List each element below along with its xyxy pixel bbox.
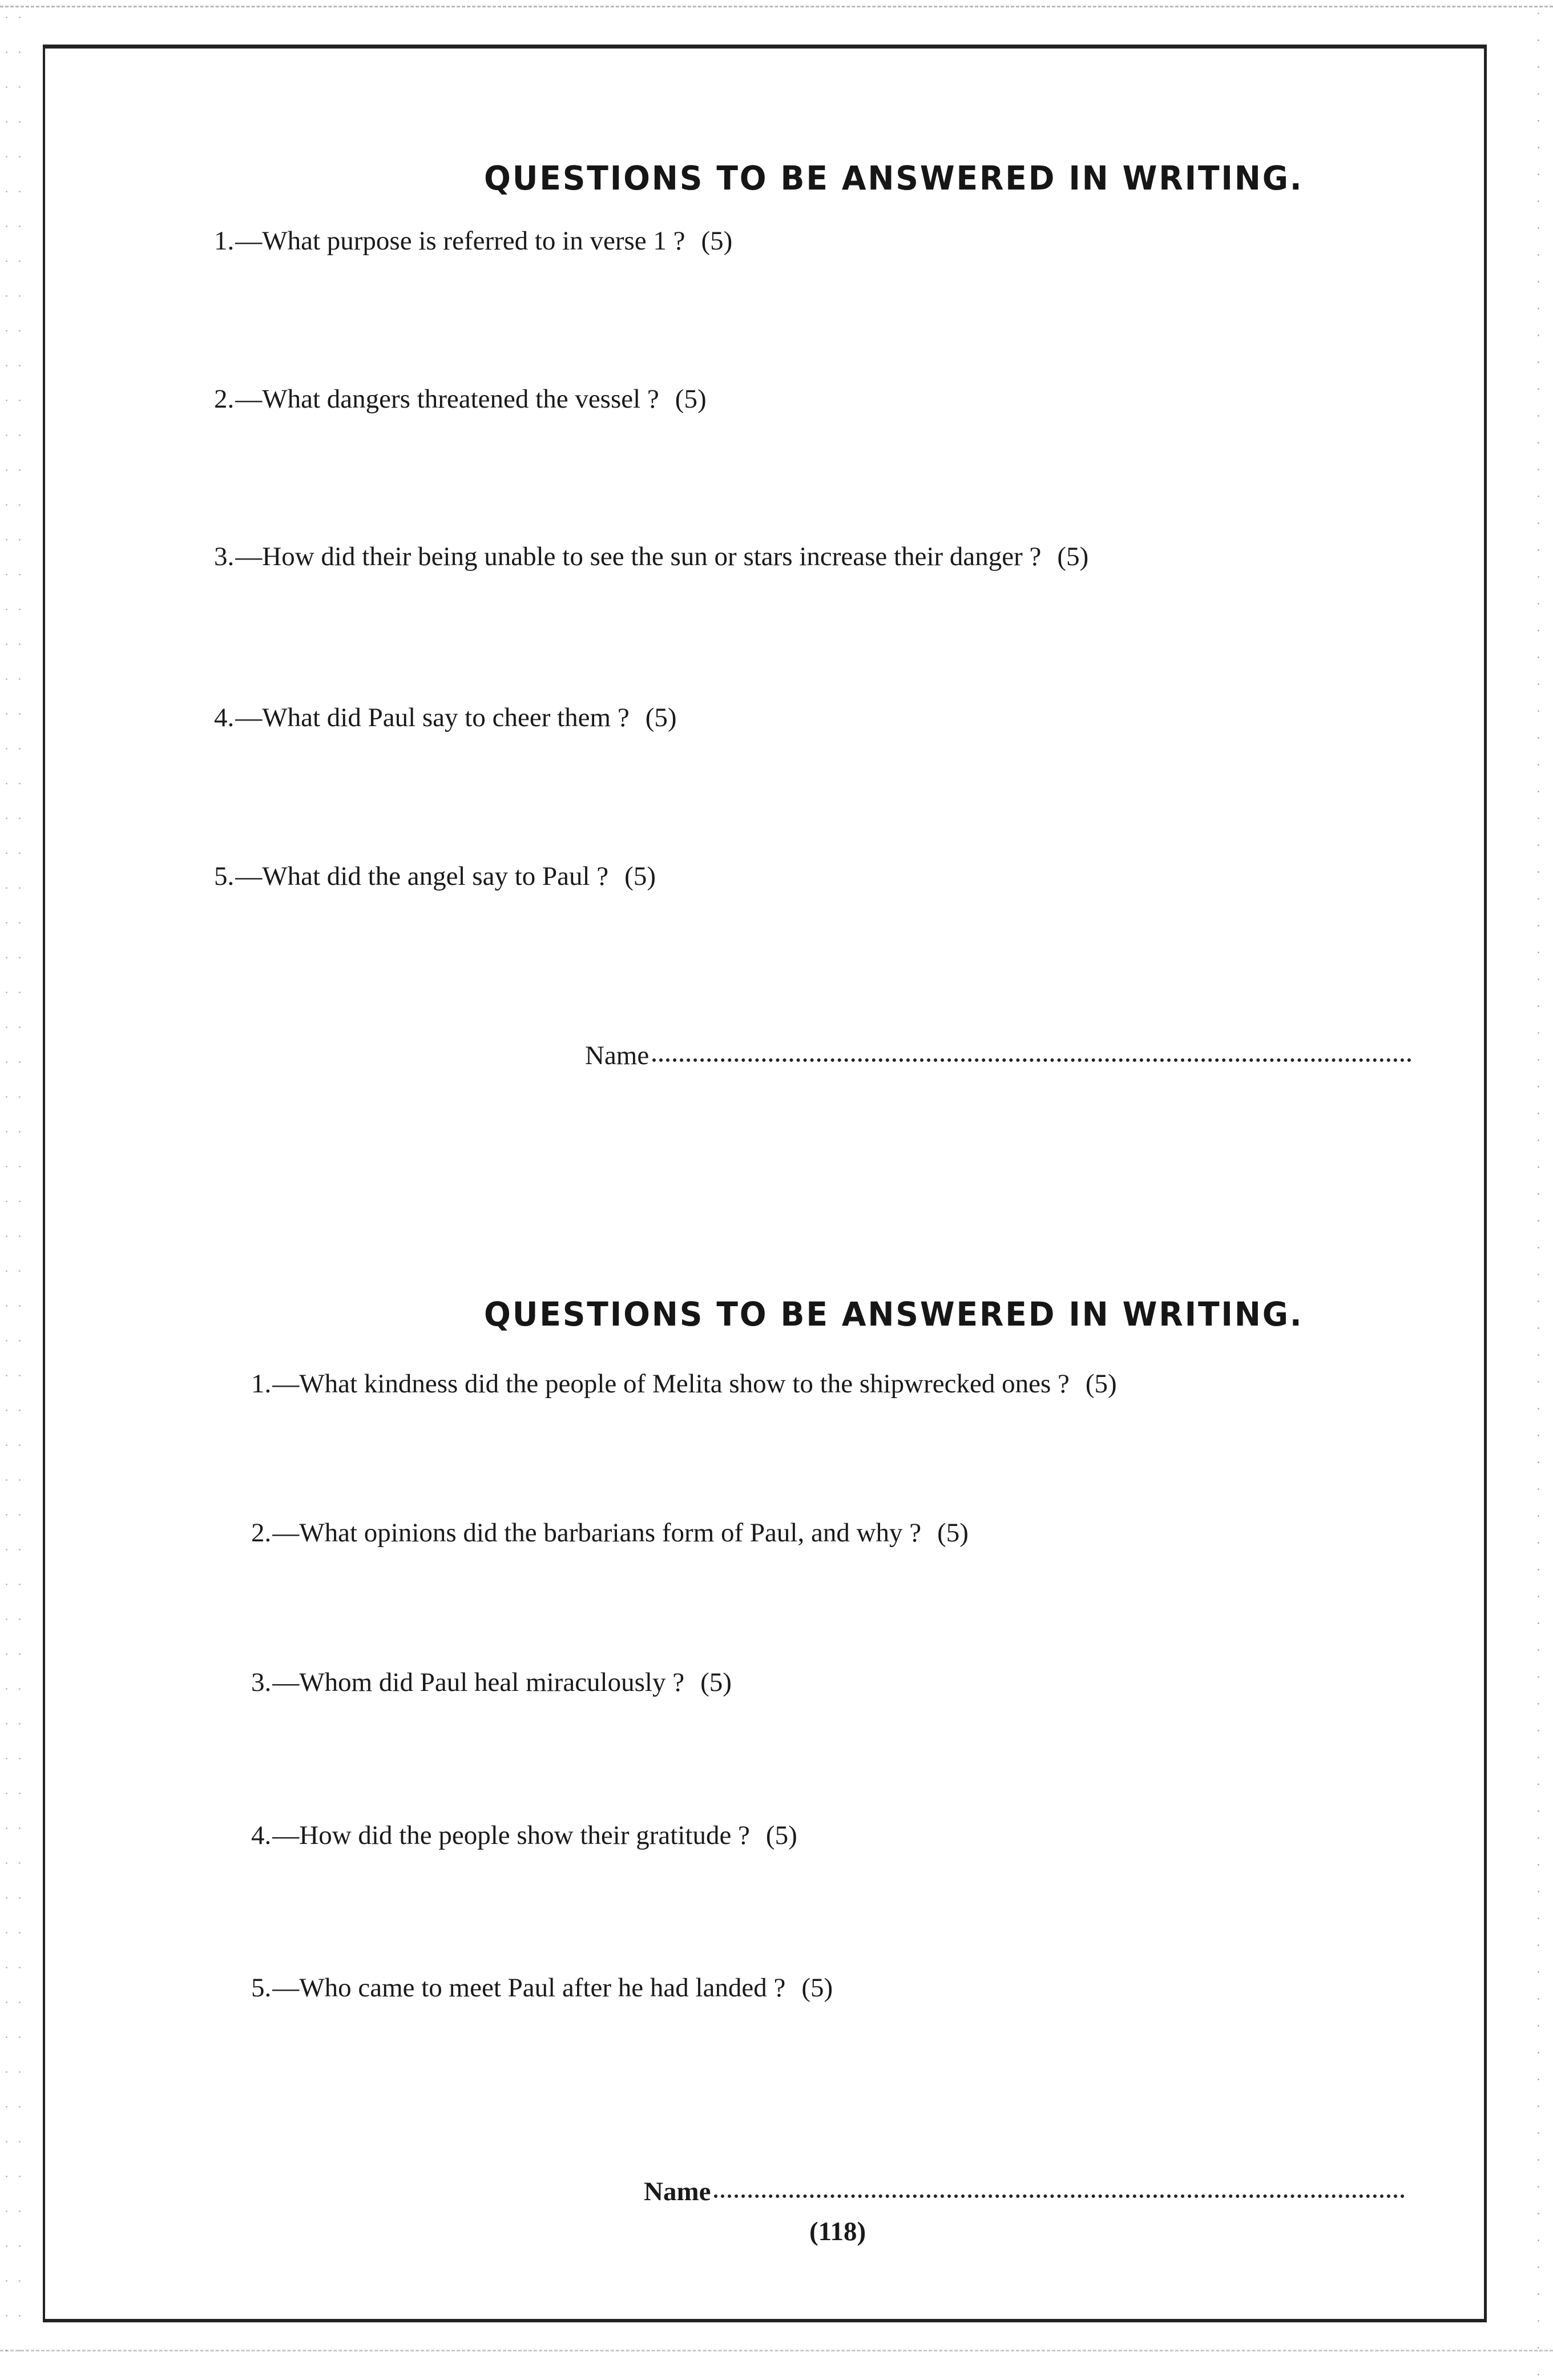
question-marks: (5) (1057, 542, 1089, 571)
question-number: 1. (251, 1369, 272, 1399)
question-marks: (5) (765, 1821, 797, 1850)
question-item (251, 1368, 1117, 1399)
question-number: 2. (251, 1518, 272, 1548)
question-text: —How did the people show their gratitude ? (272, 1821, 750, 1850)
question-number: 1. (214, 226, 235, 256)
question-number: 2. (214, 384, 235, 414)
name-field[interactable] (644, 2176, 1405, 2207)
question-item (214, 702, 677, 733)
name-label: Name (644, 2177, 711, 2206)
question-number: 3. (251, 1668, 272, 1697)
question-text: —How did their being unable to see the sun or stars increase their danger ? (235, 542, 1042, 571)
question-text: —Who came to meet Paul after he had landed ? (272, 1973, 786, 2003)
question-marks: (5) (937, 1518, 969, 1548)
question-number: 4. (251, 1821, 272, 1850)
name-dotted-line (714, 2194, 1405, 2198)
question-item (214, 384, 707, 414)
scan-edge-top (0, 6, 1553, 30)
question-text: —What did the angel say to Paul ? (235, 861, 609, 891)
question-marks: (5) (801, 1973, 833, 2003)
section-heading: QUESTIONS TO BE ANSWERED IN WRITING. (484, 1295, 1304, 1334)
question-marks: (5) (645, 703, 677, 732)
question-marks: (5) (700, 1668, 732, 1697)
question-number: 3. (214, 542, 235, 571)
question-text: —What kindness did the people of Melita show to the shipwrecked ones ? (272, 1369, 1070, 1399)
question-item (214, 861, 656, 892)
scan-edge-left (0, 0, 23, 2380)
question-number: 5. (214, 861, 235, 891)
question-item (214, 225, 732, 256)
name-label: Name (585, 1041, 650, 1070)
scan-edge-bottom (0, 2350, 1553, 2363)
question-marks: (5) (1085, 1369, 1117, 1399)
name-field[interactable] (585, 1040, 1411, 1071)
question-number: 4. (214, 703, 235, 732)
question-text: —What dangers threatened the vessel ? (235, 384, 659, 414)
section-heading: QUESTIONS TO BE ANSWERED IN WRITING. (484, 159, 1304, 198)
question-item (251, 1667, 732, 1698)
name-dotted-line (652, 1058, 1411, 1062)
question-item (251, 1517, 969, 1548)
question-marks: (5) (624, 861, 656, 891)
question-number: 5. (251, 1973, 272, 2003)
question-marks: (5) (701, 226, 733, 256)
question-text: —What did Paul say to cheer them ? (235, 703, 630, 732)
page-number: (118) (809, 2217, 866, 2246)
question-text: —What opinions did the barbarians form of Paul, and why ? (272, 1518, 922, 1548)
question-text: —Whom did Paul heal miraculously ? (272, 1668, 685, 1697)
question-item (251, 1820, 797, 1851)
question-item (214, 541, 1088, 572)
question-text: —What purpose is referred to in verse 1 ? (235, 226, 685, 256)
question-item (251, 1972, 833, 2003)
question-marks: (5) (675, 384, 707, 414)
scan-edge-right (1530, 0, 1553, 2380)
